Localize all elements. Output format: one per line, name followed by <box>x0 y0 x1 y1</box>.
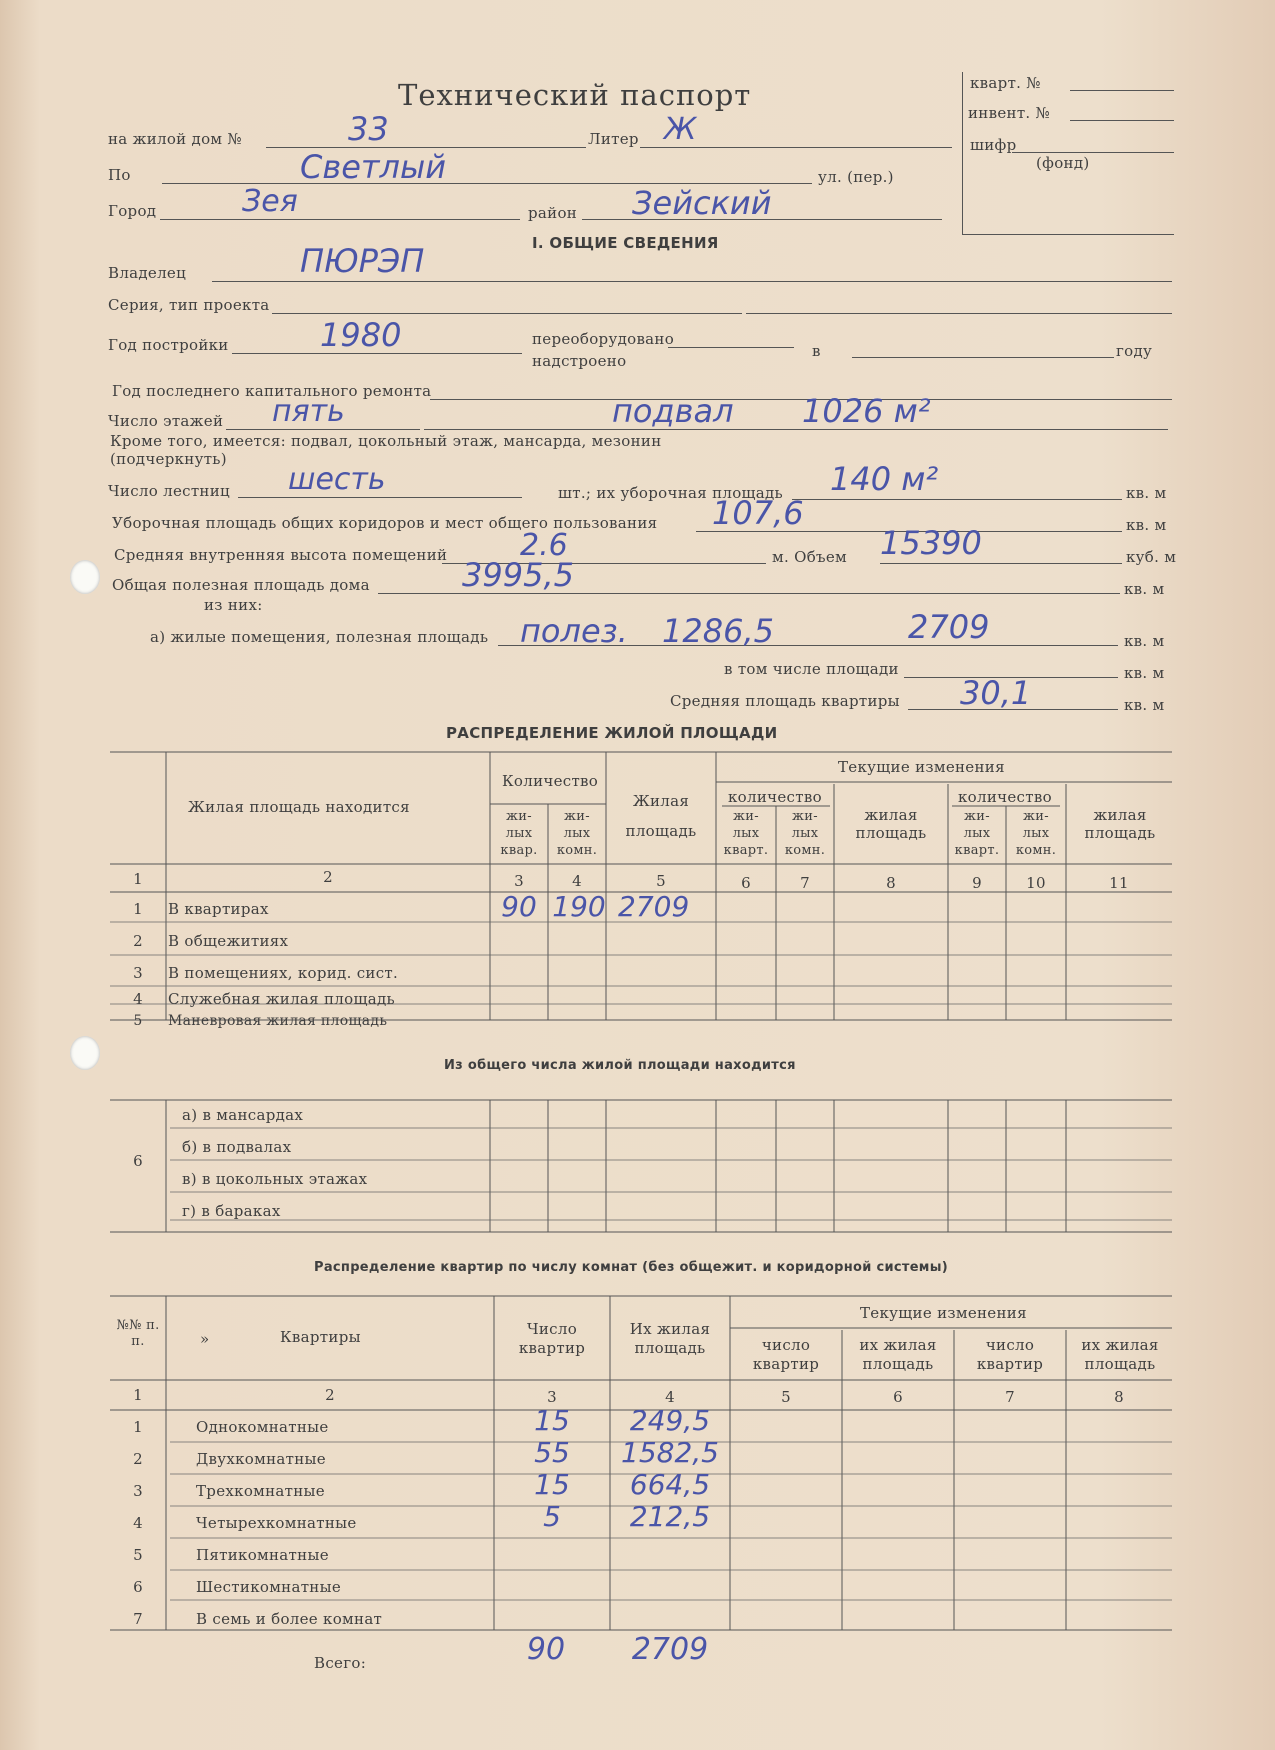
dist-row-komn: 190 <box>552 890 606 923</box>
dist-h-area: Жилая площадь <box>625 792 697 840</box>
besides-label: Кроме того, имеется: подвал, цокольный этаж, мансарда, мезонин <box>110 432 662 450</box>
rooms-row-area: 1582,5 <box>621 1436 719 1469</box>
incl-unit: кв. м <box>1124 664 1165 682</box>
shifr-label: шифр <box>970 136 1017 154</box>
underline-note: (подчеркнуть) <box>110 450 227 468</box>
avg-label: Средняя площадь квартиры <box>670 692 900 710</box>
dist-row-num: 5 <box>133 1013 143 1029</box>
rooms-h-nn: №№ п. п. <box>116 1318 160 1349</box>
dist-h-kvar: жи- лых квар. <box>500 809 538 858</box>
city-label: Город <box>108 202 157 220</box>
kvart-label: кварт. № <box>970 74 1041 92</box>
dist-row-label: Служебная жилая площадь <box>168 990 395 1008</box>
of-them-label: из них: <box>204 596 263 614</box>
fond-label: (фонд) <box>1036 154 1090 172</box>
dist-h-area2-a: жилая площадь <box>855 806 927 842</box>
bullet-mark: » <box>200 1330 210 1348</box>
volume-value: 15390 <box>880 524 982 562</box>
dist-h-komn2-b: жи- лых комн. <box>1015 809 1057 858</box>
rooms-row-count: 5 <box>543 1500 561 1533</box>
dist-h-kvart2-a: жи- лых кварт. <box>723 809 769 858</box>
district-label: район <box>528 204 578 222</box>
height-unit: м. Объем <box>772 548 848 566</box>
house-label: на жилой дом № <box>108 130 242 148</box>
rooms-row-count: 55 <box>534 1436 570 1469</box>
rooms-colnum: 8 <box>1114 1388 1124 1406</box>
owner-value: ПЮРЭП <box>300 242 425 280</box>
rooms-colnum: 3 <box>547 1388 557 1406</box>
dist-h-kvart2-b: жи- лых кварт. <box>954 809 1000 858</box>
avg-unit: кв. м <box>1124 696 1165 714</box>
series-label: Серия, тип проекта <box>108 296 270 314</box>
liter-label: Литер <box>588 130 639 148</box>
stairs-value: шесть <box>288 462 386 497</box>
rooms-row-num: 6 <box>133 1578 143 1596</box>
dist-h-current: Текущие изменения <box>838 758 1005 776</box>
dist-colnum: 4 <box>572 872 582 890</box>
rooms-total-area: 2709 <box>631 1632 709 1667</box>
rooms-h-count: Число квартир <box>518 1320 586 1357</box>
volume-unit: куб. м <box>1126 548 1177 566</box>
rooms-h-c5: число квартир <box>752 1336 820 1373</box>
total-label: Общая полезная площадь дома <box>112 576 370 594</box>
rooms-colnum: 1 <box>133 1386 143 1404</box>
rooms-row-count: 15 <box>534 1468 570 1501</box>
dist-row-num: 4 <box>133 990 143 1008</box>
dist-colnum: 9 <box>972 874 982 892</box>
floors-label: Число этажей <box>108 412 224 430</box>
dist-h-qty2-b: количество <box>958 788 1052 806</box>
basement-value: подвал <box>612 392 734 430</box>
rooms-row-label: Четырехкомнатные <box>196 1514 357 1532</box>
dist-h-place: Жилая площадь находится <box>188 798 410 816</box>
stairs-area: 140 м² <box>830 460 939 498</box>
rooms-row-label: Пятикомнатные <box>196 1546 329 1564</box>
dist-colnum: 6 <box>741 874 751 892</box>
year-label: Год постройки <box>108 336 229 354</box>
sub-row-label: а) в мансардах <box>182 1106 304 1124</box>
rooms-row-num: 4 <box>133 1514 143 1532</box>
living-note: полез. <box>520 612 628 650</box>
street-suffix: ул. (пер.) <box>818 168 894 186</box>
sub-row-label: г) в бараках <box>182 1202 281 1220</box>
dist-colnum: 1 <box>133 870 143 888</box>
dist-h-komn: жи- лых комн. <box>556 809 598 858</box>
district-value: Зейский <box>632 184 772 222</box>
rooms-colnum: 6 <box>893 1388 903 1406</box>
sub-heading: Из общего числа жилой площади находится <box>444 1058 796 1073</box>
dist-h-area2-b: жилая площадь <box>1084 806 1156 842</box>
section1-heading: I. ОБЩИЕ СВЕДЕНИЯ <box>532 234 719 252</box>
dist-row-kvar: 90 <box>501 890 537 923</box>
rooms-row-area: 249,5 <box>629 1404 711 1437</box>
rooms-row-num: 3 <box>133 1482 143 1500</box>
street-value: Светлый <box>300 148 447 186</box>
corr-unit: кв. м <box>1126 516 1167 534</box>
dist-row-area: 2709 <box>618 890 690 923</box>
po-label: По <box>108 166 131 184</box>
dist-colnum: 8 <box>886 874 896 892</box>
rooms-colnum: 2 <box>325 1386 335 1404</box>
rooms-row-num: 5 <box>133 1546 143 1564</box>
basement-area: 1026 м² <box>802 392 931 430</box>
house-number: 33 <box>348 110 389 148</box>
rooms-row-num: 2 <box>133 1450 143 1468</box>
dist-colnum: 3 <box>514 872 524 890</box>
year-suffix: году <box>1116 342 1153 360</box>
rooms-total-count: 90 <box>526 1632 566 1667</box>
rooms-h-c7: число квартир <box>976 1336 1044 1373</box>
repair-label: Год последнего капитального ремонта <box>112 382 432 400</box>
rooms-row-num: 1 <box>133 1418 143 1436</box>
dist-colnum: 7 <box>800 874 810 892</box>
total-value: 3995,5 <box>462 556 574 594</box>
corr-label: Уборочная площадь общих коридоров и мест общего пользования <box>112 514 658 532</box>
dist-colnum: 10 <box>1026 874 1046 892</box>
dist-row-label: В помещениях, корид. сист. <box>168 964 399 982</box>
rooms-row-label: Двухкомнатные <box>196 1450 326 1468</box>
dist-colnum: 5 <box>656 872 666 890</box>
dist-colnum: 2 <box>323 868 333 886</box>
living-useful: 1286,5 <box>662 612 774 650</box>
dist-heading: РАСПРЕДЕЛЕНИЕ ЖИЛОЙ ПЛОЩАДИ <box>446 724 778 742</box>
dist-h-qty: Количество <box>502 772 599 790</box>
rooms-h-area: Их жилая площадь <box>629 1320 711 1357</box>
dist-h-komn2-a: жи- лых комн. <box>784 809 826 858</box>
rooms-row-label: В семь и более комнат <box>196 1610 383 1628</box>
rooms-row-num: 7 <box>133 1610 143 1628</box>
in-label: в <box>812 342 821 360</box>
dist-row-num: 2 <box>133 932 143 950</box>
rooms-colnum: 5 <box>781 1388 791 1406</box>
rooms-row-label: Трехкомнатные <box>196 1482 325 1500</box>
owner-label: Владелец <box>108 264 187 282</box>
height-label: Средняя внутренняя высота помещений <box>114 546 448 564</box>
rooms-colnum: 7 <box>1005 1388 1015 1406</box>
floors-value: пять <box>272 394 345 429</box>
liter-value: Ж <box>664 112 697 147</box>
dist-colnum: 11 <box>1109 874 1129 892</box>
rooms-row-count: 15 <box>534 1404 570 1437</box>
rooms-h-c8: их жилая площадь <box>1081 1336 1159 1373</box>
stairs-label: Число лестниц <box>108 482 230 500</box>
dist-row-label: В квартирах <box>168 900 269 918</box>
rooms-colnum: 4 <box>665 1388 675 1406</box>
sub-row-num: 6 <box>133 1152 143 1170</box>
dist-row-num: 1 <box>133 900 143 918</box>
rooms-row-area: 664,5 <box>629 1468 711 1501</box>
rooms-h-flats: Квартиры <box>280 1328 361 1346</box>
rooms-total-label: Всего: <box>314 1654 367 1672</box>
rooms-row-area: 212,5 <box>629 1500 711 1533</box>
living-label: а) жилые помещения, полезная площадь <box>150 628 489 646</box>
dist-row-label: Маневровая жилая площадь <box>168 1013 388 1029</box>
living-area: 2709 <box>908 608 990 646</box>
reequipped-label: переоборудовано <box>532 330 675 348</box>
year-value: 1980 <box>320 316 402 354</box>
stairs-unit: шт.; их уборочная площадь <box>558 484 784 502</box>
dist-row-label: В общежитиях <box>168 932 289 950</box>
sub-row-label: б) в подвалах <box>182 1138 292 1156</box>
corr-value: 107,6 <box>712 494 804 532</box>
rooms-row-label: Шестикомнатные <box>196 1578 342 1596</box>
page-title: Технический паспорт <box>398 78 752 112</box>
height-value: 2.6 <box>520 528 568 563</box>
dist-row-num: 3 <box>133 964 143 982</box>
rooms-row-label: Однокомнатные <box>196 1418 329 1436</box>
incl-label: в том числе площади <box>724 660 899 678</box>
built-on-label: надстроено <box>532 352 627 370</box>
rooms-h-c6: их жилая площадь <box>859 1336 937 1373</box>
living-unit: кв. м <box>1124 632 1165 650</box>
dist-h-qty2-a: количество <box>728 788 822 806</box>
total-unit: кв. м <box>1124 580 1165 598</box>
invent-label: инвент. № <box>968 104 1051 122</box>
avg-value: 30,1 <box>960 674 1032 712</box>
rooms-h-current: Текущие изменения <box>860 1304 1027 1322</box>
sub-row-label: в) в цокольных этажах <box>182 1170 368 1188</box>
city-value: Зея <box>242 184 298 219</box>
rooms-heading: Распределение квартир по числу комнат (без общежит. и коридорной системы) <box>314 1260 949 1275</box>
stairs-unit-kvm: кв. м <box>1126 484 1167 502</box>
